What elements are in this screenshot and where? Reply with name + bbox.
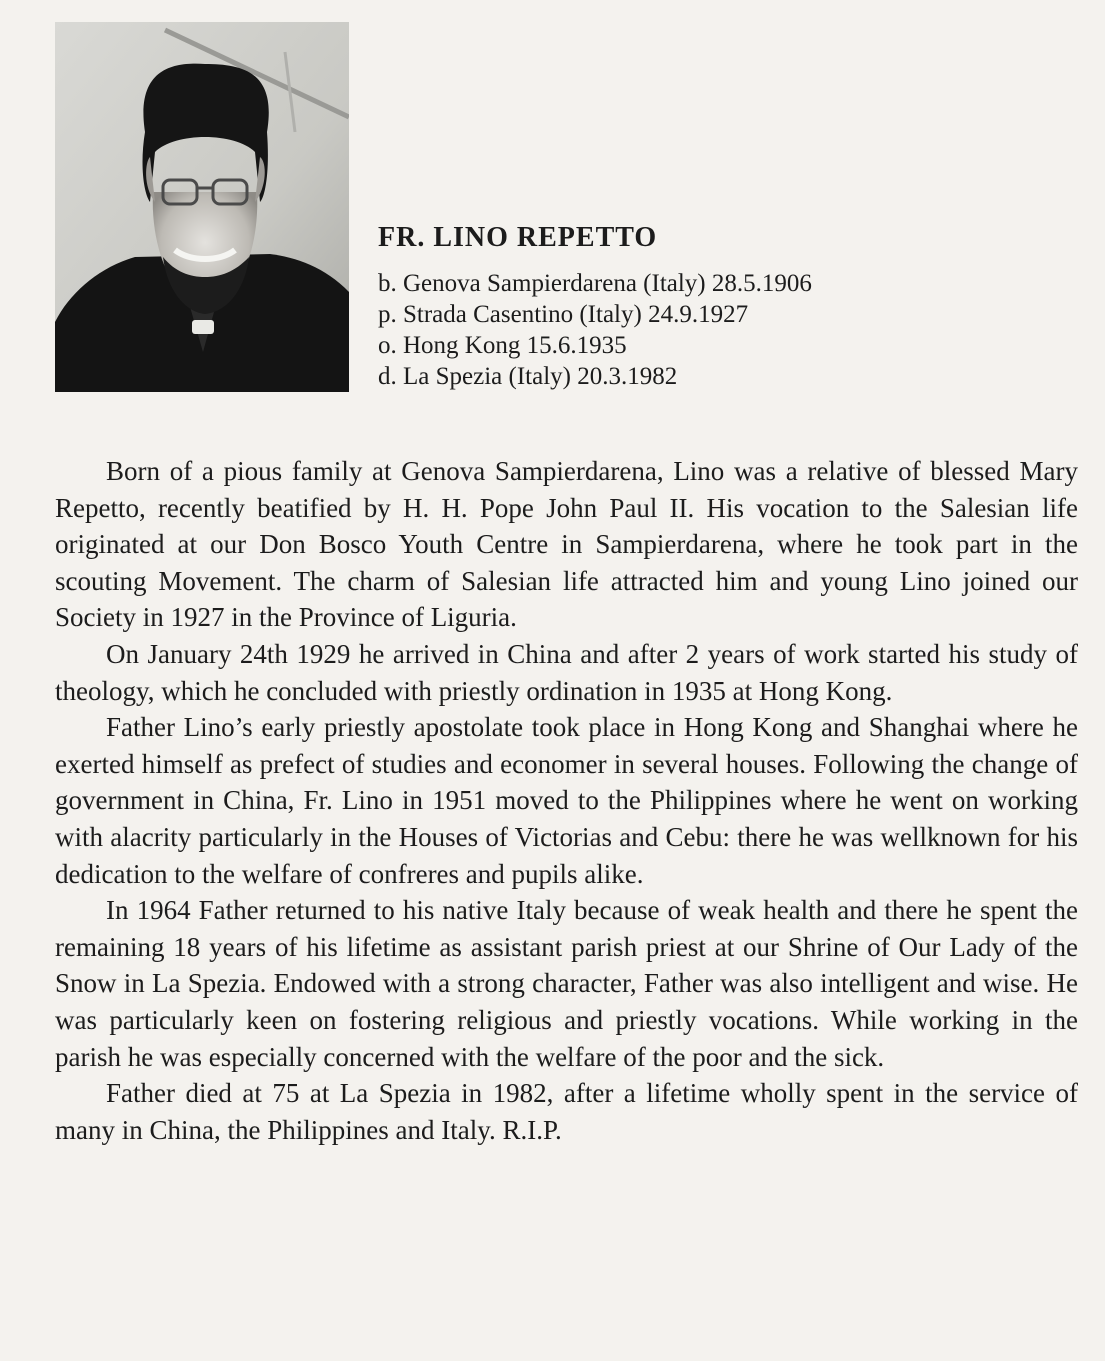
biography-paragraph: Father died at 75 at La Spezia in 1982, after a lifetime wholly spent in the service of many in China, the Philippines and Italy. R.I.P. <box>55 1078 1078 1145</box>
portrait-photo <box>55 22 349 392</box>
portrait-illustration <box>55 22 349 392</box>
birth-record: b. Genova Sampierdarena (Italy) 28.5.1906 <box>378 270 812 297</box>
profession-record: p. Strada Casentino (Italy) 24.9.1927 <box>378 301 749 328</box>
biography-paragraph: On January 24th 1929 he arrived in China and after 2 years of work started his study of theology, which he concluded with priestly ordination in 1935 at Hong Kong. <box>55 638 1078 706</box>
vital-dates-list <box>378 268 812 392</box>
ordination-record: o. Hong Kong 15.6.1935 <box>378 332 627 359</box>
biography-text <box>55 453 1078 1148</box>
biography-paragraph: Born of a pious family at Genova Sampierdarena, Lino was a relative of blessed Mary Repetto, recently beatified by H. H. Pope John Paul II. His vocation to the Salesian life originated at our Don Bosco Youth Centre in Sampierdarena, where he took part in the scouting Movement. The charm of Salesian life attracted him and young Lino joined our Society in 1927 in the Province of Liguria. <box>55 456 1078 633</box>
person-name-heading: FR. LINO REPETTO <box>378 222 658 253</box>
biography-paragraph: In 1964 Father returned to his native Italy because of weak health and there he spent the remaining 18 years of his lifetime as assistant parish priest at our Shrine of Our Lady of the Snow in La Spezia. Endowed with a strong character, Father was also intelligent and wise. He was particularly keen on fostering religious and priestly vocations. While working in the parish he was especially concerned with the welfare of the poor and the sick. <box>55 895 1078 1072</box>
biography-paragraph: Father Lino’s early priestly apostolate took place in Hong Kong and Shanghai where he exerted himself as prefect of studies and economer in several houses. Following the change of government in China, Fr. Lino in 1951 moved to the Philippines where he went on working with alacrity particularly in the Houses of Victorias and Cebu: there he was wellknown for his dedication to the welfare of confreres and pupils alike. <box>55 712 1078 889</box>
death-record: d. La Spezia (Italy) 20.3.1982 <box>378 363 678 390</box>
